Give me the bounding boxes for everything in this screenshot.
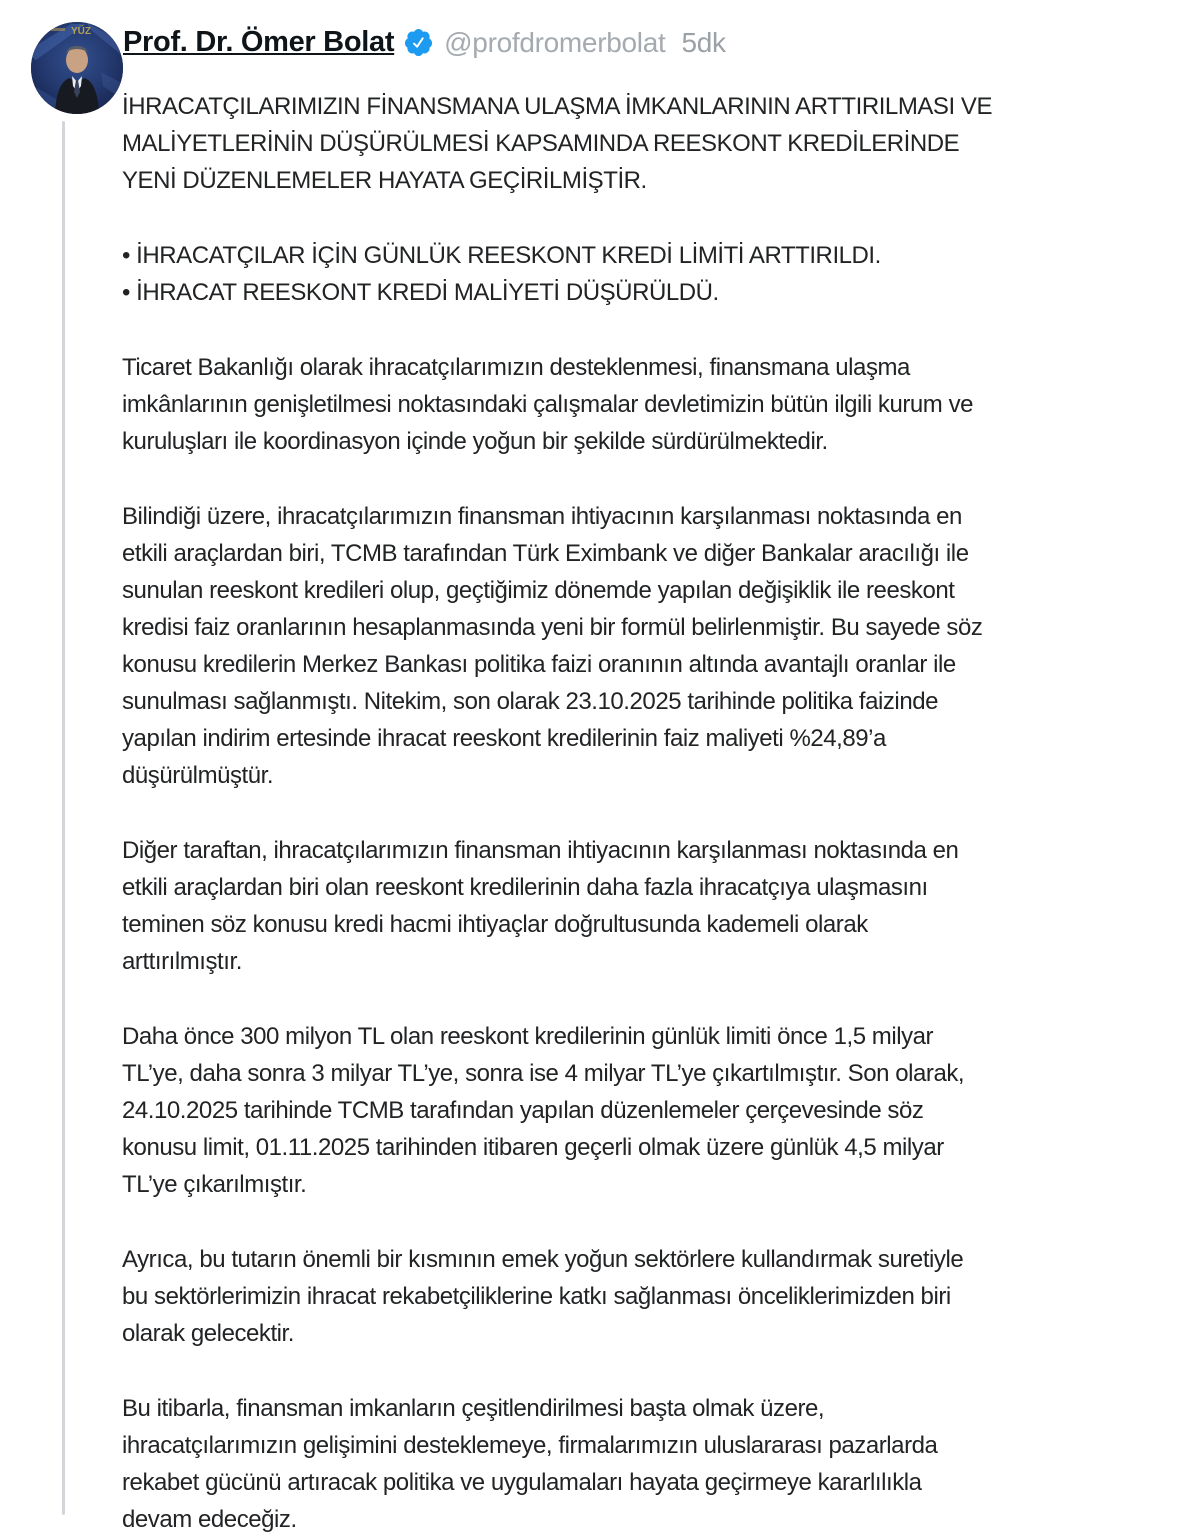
tweet-text-line: Bu itibarla, finansman imkanların çeşitlendirilmesi başta olmak üzere, xyxy=(122,1395,825,1422)
tweet-text-line: YENİ DÜZENLEMELER HAYATA GEÇİRİLMİŞTİR. xyxy=(122,167,647,194)
avatar[interactable] xyxy=(31,22,123,114)
tweet-paragraph xyxy=(122,1241,1172,1352)
thread-connector-line xyxy=(62,121,65,1515)
tweet-text-line: 24.10.2025 tarihinde TCMB tarafından yapılan düzenlemeler çerçevesinde söz xyxy=(122,1097,924,1124)
avatar-image xyxy=(31,22,123,114)
tweet-paragraph xyxy=(122,498,1172,794)
tweet-text-line: teminen söz konusu kredi hacmi ihtiyaçlar doğrultusunda kademeli olarak xyxy=(122,911,868,938)
tweet-text-line: etkili araçlardan biri, TCMB tarafından Türk Eximbank ve diğer Bankalar aracılığı ile xyxy=(122,540,969,567)
tweet-text-line: sunulan reeskont kredileri olup, geçtiğimiz dönemde yapılan değişiklik ile reeskont xyxy=(122,577,955,604)
tweet-text-line: sunulması sağlanmıştı. Nitekim, son olarak 23.10.2025 tarihinde politika faizinde xyxy=(122,688,939,715)
tweet-text-line: ihracatçılarımızın gelişimini desteklemeye, firmalarımızın uluslararası pazarlarda xyxy=(122,1432,938,1459)
tweet-text-line: rekabet gücünü artıracak politika ve uygulamaları hayata geçirmeye kararlılıkla xyxy=(122,1469,922,1496)
tweet-paragraph xyxy=(122,349,1172,460)
author-handle[interactable]: @profdromerbolat xyxy=(444,26,666,58)
tweet-text-line: yapılan indirim ertesinde ihracat reeskont kredilerinin faiz maliyeti %24,89’a xyxy=(122,725,886,752)
timestamp[interactable]: 5dk xyxy=(681,26,726,58)
tweet-paragraph xyxy=(122,88,1172,199)
verified-badge-icon xyxy=(403,27,434,58)
tweet-text-line: Ticaret Bakanlığı olarak ihracatçılarımızın desteklenmesi, finansmana ulaşma xyxy=(122,354,910,381)
tweet-text-line: olarak gelecektir. xyxy=(122,1320,294,1347)
tweet-text-line: TL’ye çıkarılmıştır. xyxy=(122,1171,307,1198)
svg-text:YÜZ: YÜZ xyxy=(71,26,91,37)
tweet-text-line: bu sektörlerimizin ihracat rekabetçiliklerine katkı sağlanması önceliklerimizden biri xyxy=(122,1283,951,1310)
tweet-text-line: arttırılmıştır. xyxy=(122,948,242,975)
tweet-text-line: etkili araçlardan biri olan reeskont kredilerinin daha fazla ihracatçıya ulaşmasını xyxy=(122,874,928,901)
tweet-paragraph xyxy=(122,237,1172,311)
tweet-text-line: düşürülmüştür. xyxy=(122,762,274,789)
tweet-text-line: • İHRACATÇILAR İÇİN GÜNLÜK REESKONT KREDİ LİMİTİ ARTTIRILDI. xyxy=(122,242,881,269)
tweet-text-line: Bilindiği üzere, ihracatçılarımızın finansman ihtiyacının karşılanması noktasında en xyxy=(122,503,962,530)
tweet-text-line: İHRACATÇILARIMIZIN FİNANSMANA ULAŞMA İMKANLARININ ARTTIRILMASI VE xyxy=(122,93,993,120)
tweet-text-line: kuruluşları ile koordinasyon içinde yoğun bir şekilde sürdürülmektedir. xyxy=(122,428,828,455)
tweet-text-line: konusu kredilerin Merkez Bankası politika faizi oranının altında avantajlı oranlar ile xyxy=(122,651,956,678)
tweet-body xyxy=(122,88,1172,1538)
tweet-text-line: MALİYETLERİNİN DÜŞÜRÜLMESİ KAPSAMINDA REESKONT KREDİLERİNDE xyxy=(122,130,960,157)
tweet-text-line: • İHRACAT REESKONT KREDİ MALİYETİ DÜŞÜRÜLDÜ. xyxy=(122,279,719,306)
tweet-header xyxy=(123,26,726,59)
tweet-paragraph xyxy=(122,1018,1172,1203)
tweet-text-line: Ayrıca, bu tutarın önemli bir kısmının emek yoğun sektörlere kullandırmak suretiyle xyxy=(122,1246,964,1273)
tweet-text-line: Daha önce 300 milyon TL olan reeskont kredilerinin günlük limiti önce 1,5 milyar xyxy=(122,1023,934,1050)
tweet-text-line: imkânlarının genişletilmesi noktasındaki çalışmalar devletimizin bütün ilgili kurum ve xyxy=(122,391,974,418)
tweet-text-line: Diğer taraftan, ihracatçılarımızın finansman ihtiyacının karşılanması noktasında en xyxy=(122,837,959,864)
tweet-paragraph xyxy=(122,1390,1172,1538)
tweet-text-line: kredisi faiz oranlarının hesaplanmasında yeni bir formül belirlenmiştir. Bu sayede söz xyxy=(122,614,983,641)
author-name[interactable]: Prof. Dr. Ömer Bolat xyxy=(123,26,395,58)
tweet-text-line: konusu limit, 01.11.2025 tarihinden itibaren geçerli olmak üzere günlük 4,5 milyar xyxy=(122,1134,944,1161)
tweet-text-line: TL’ye, daha sonra 3 milyar TL’ye, sonra ise 4 milyar TL’ye çıkartılmıştır. Son olarak, xyxy=(122,1060,965,1087)
tweet-text-line: devam edeceğiz. xyxy=(122,1506,297,1533)
tweet-paragraph xyxy=(122,832,1172,980)
